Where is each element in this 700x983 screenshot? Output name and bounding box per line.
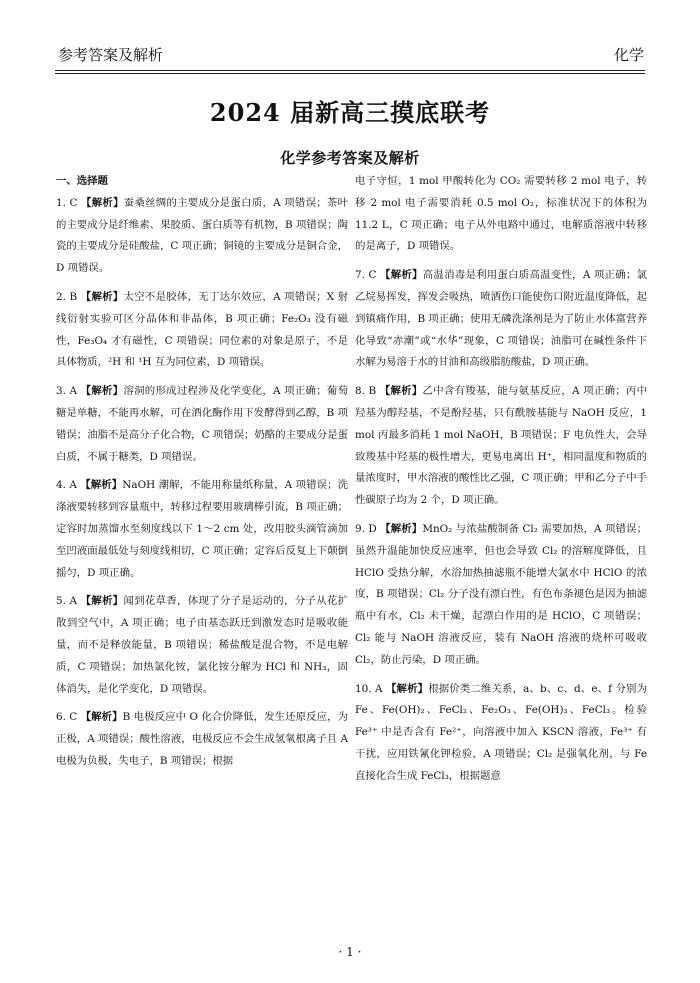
page-number: · 1 · bbox=[338, 945, 362, 959]
answer-number: 4. A bbox=[56, 479, 77, 492]
section-heading: 一、选择题 bbox=[56, 175, 108, 187]
answer-number: 3. A bbox=[56, 385, 78, 398]
right-column bbox=[355, 171, 647, 795]
answer-item bbox=[56, 381, 348, 468]
analysis-text: 高温消毒是利用蛋白质高温变性，A 项正确；氯乙烷易挥发，挥发会吸热，喷洒伤口能使伤口附近温度降低，起到镇痛作用，B 项正确；使用无磷洗涤剂是为了防止水体富营养化导致“赤潮”或“水华”现象，C 项错误；油脂可在碱性条件下水解为易溶于水的甘油和高级脂肪酸盐，D 项正确。 bbox=[355, 269, 648, 369]
answer-number: 5. A bbox=[56, 595, 78, 608]
answer-number: 7. C bbox=[355, 269, 377, 282]
analysis-tag: 【解析】 bbox=[385, 682, 429, 695]
analysis-text: 蚕桑丝绸的主要成分是蛋白质，A 项错误；茶叶的主要成分是纤维素、果胶质、蛋白质等有机物，B 项错误；陶瓷的主要成分是硅酸盐，C 项正确；铜镜的主要成分是铜合金，D 项错误。 bbox=[56, 196, 349, 275]
answer-number: 1. C bbox=[56, 196, 78, 209]
page-subtitle: 化学参考答案及解析 bbox=[280, 149, 420, 167]
answer-item bbox=[355, 519, 647, 672]
analysis-tag: 【解析】 bbox=[379, 385, 423, 398]
analysis-tag: 【解析】 bbox=[80, 479, 123, 492]
analysis-text: NaOH 潮解，不能用称量纸称量，A 项错误；洗涤液要转移到容量瓶中，转移过程要用玻璃棒引流，B 项正确；定容时加蒸馏水至刻度线以下 1～2 cm 处，改用胶头滴管滴加至凹液面最低处与刻度线相切，C 项正确；定容后反复上下颠倒摇匀，D 项正确。 bbox=[56, 479, 348, 579]
analysis-text: 溶洞的形成过程涉及化学变化，A 项正确；葡萄糖是单糖，不能再水解，可在酒化酶作用下发酵得到乙醇，B 项错误；油脂不是高分子化合物，C 项错误；奶酪的主要成分是蛋白质，不属于糖类，D 项错误。 bbox=[56, 385, 348, 463]
header-subject: 化学 bbox=[613, 46, 644, 64]
analysis-tag: 【解析】 bbox=[80, 290, 124, 303]
left-question-list bbox=[56, 193, 348, 773]
analysis-text: 乙中含有羧基，能与氨基反应，A 项正确；丙中羟基为醇羟基，不是酚羟基，只有酰胺基能与 NaOH 反应，1 mol 丙最多消耗 1 mol NaOH，B 项错误；F 电负性大，会导致羧基中羟基的极性增大，更易电离出 H⁺，相同温度和物质的量浓度时，甲水溶液的酸性比乙强，C 项正确；甲和乙分子中手性碳原子均为 2 个，D 项正确。 bbox=[355, 385, 648, 507]
answer-item bbox=[56, 591, 348, 700]
analysis-text: 闻到花草香，体现了分子是运动的，分子从花扩散到空气中，A 项正确；电子由基态跃迁到激发态时是吸收能量，而不是释放能量，B 项错误；稀盐酸是混合物，不是电解质，C 项错误；加热氯化铵，氯化铵分解为 HCl 和 NH₃，固体消失，是化学变化，D 项错误。 bbox=[56, 595, 348, 695]
analysis-text: 根据价类二维关系，a、b、c、d、e、f 分别为 Fe、Fe(OH)₂、FeCl₂、Fe₂O₃、Fe(OH)₃、FeCl₃。检验 Fe³⁺ 中是否含有 Fe²⁺，向溶液中加入 KSCN 溶液，Fe³⁺ 有干扰，应用铁氰化钾检验，A 项错误；Cl₂ 是强氧化剂，与 Fe 直接化合生成 FeCl₃，根据题意 bbox=[355, 682, 647, 782]
analysis-tag: 【解析】 bbox=[380, 269, 423, 282]
analysis-tag: 【解析】 bbox=[80, 385, 124, 398]
answer-item bbox=[355, 265, 647, 374]
analysis-tag: 【解析】 bbox=[81, 196, 124, 209]
analysis-tag: 【解析】 bbox=[380, 522, 423, 535]
answer-number: 8. B bbox=[355, 385, 377, 398]
header-left: 参考答案及解析 bbox=[58, 46, 164, 64]
answer-number: 6. C bbox=[56, 711, 78, 724]
analysis-tag: 【解析】 bbox=[80, 711, 123, 724]
answer-item bbox=[56, 707, 348, 772]
answer-item bbox=[56, 193, 348, 280]
analysis-text: 太空不是胶体，无丁达尔效应，A 项错误；X 射线衍射实验可区分晶体和非晶体，B 项正确；Fe₂O₃ 没有磁性，Fe₃O₄ 才有磁性，C 项错误；同位素的对象是原子，不是具体物质，²H 和 ¹H 互为同位素，D 项错误。 bbox=[56, 290, 349, 369]
answer-continuation: 电子守恒，1 mol 甲酸转化为 CO₂ 需要转移 2 mol 电子，转移 2 mol 电子需要消耗 0.5 mol O₂，标准状况下的体积为 11.2 L，C 项正确；电子从外电路中通过，电解质溶液中转移的是离子，D 项错误。 bbox=[355, 175, 647, 253]
header-rule-2 bbox=[55, 73, 645, 74]
answer-item bbox=[355, 679, 647, 788]
left-column bbox=[56, 171, 348, 780]
right-question-list bbox=[355, 265, 647, 787]
answer-number: 10. A bbox=[355, 682, 383, 695]
answer-item bbox=[355, 381, 647, 512]
answer-number: 2. B bbox=[56, 290, 78, 303]
analysis-text: B 电极反应中 O 化合价降低，发生还原反应，为正极，A 项错误；酸性溶液，电极反应不会生成氢氧根离子且 A 电极为负极，失电子，B 项错误；根据 bbox=[56, 711, 349, 767]
analysis-text: MnO₂ 与浓盐酸制备 Cl₂ 需要加热，A 项错误；虽然升温能加快反应速率，但也会导致 Cl₂ 的溶解度降低，且 HClO 受热分解，水浴加热抽滤瓶不能增大氯水中 HClO 的浓度，B 项错误；Cl₂ 分子没有漂白性，有色布条褪色是因为抽滤瓶中有水，Cl₂ 未干燥，起漂白作用的是 HClO，C 项错误；Cl₂ 能与 NaOH 溶液反应，装有 NaOH 溶液的烧杯可吸收 Cl₂，防止污染，D 项正确。 bbox=[355, 522, 647, 666]
page-title: 2024 届新高三摸底联考 bbox=[209, 98, 491, 127]
answer-number: 9. D bbox=[355, 522, 377, 535]
analysis-tag: 【解析】 bbox=[80, 595, 124, 608]
answer-item bbox=[56, 287, 348, 374]
answer-item bbox=[56, 475, 348, 584]
header-rule bbox=[55, 70, 645, 71]
